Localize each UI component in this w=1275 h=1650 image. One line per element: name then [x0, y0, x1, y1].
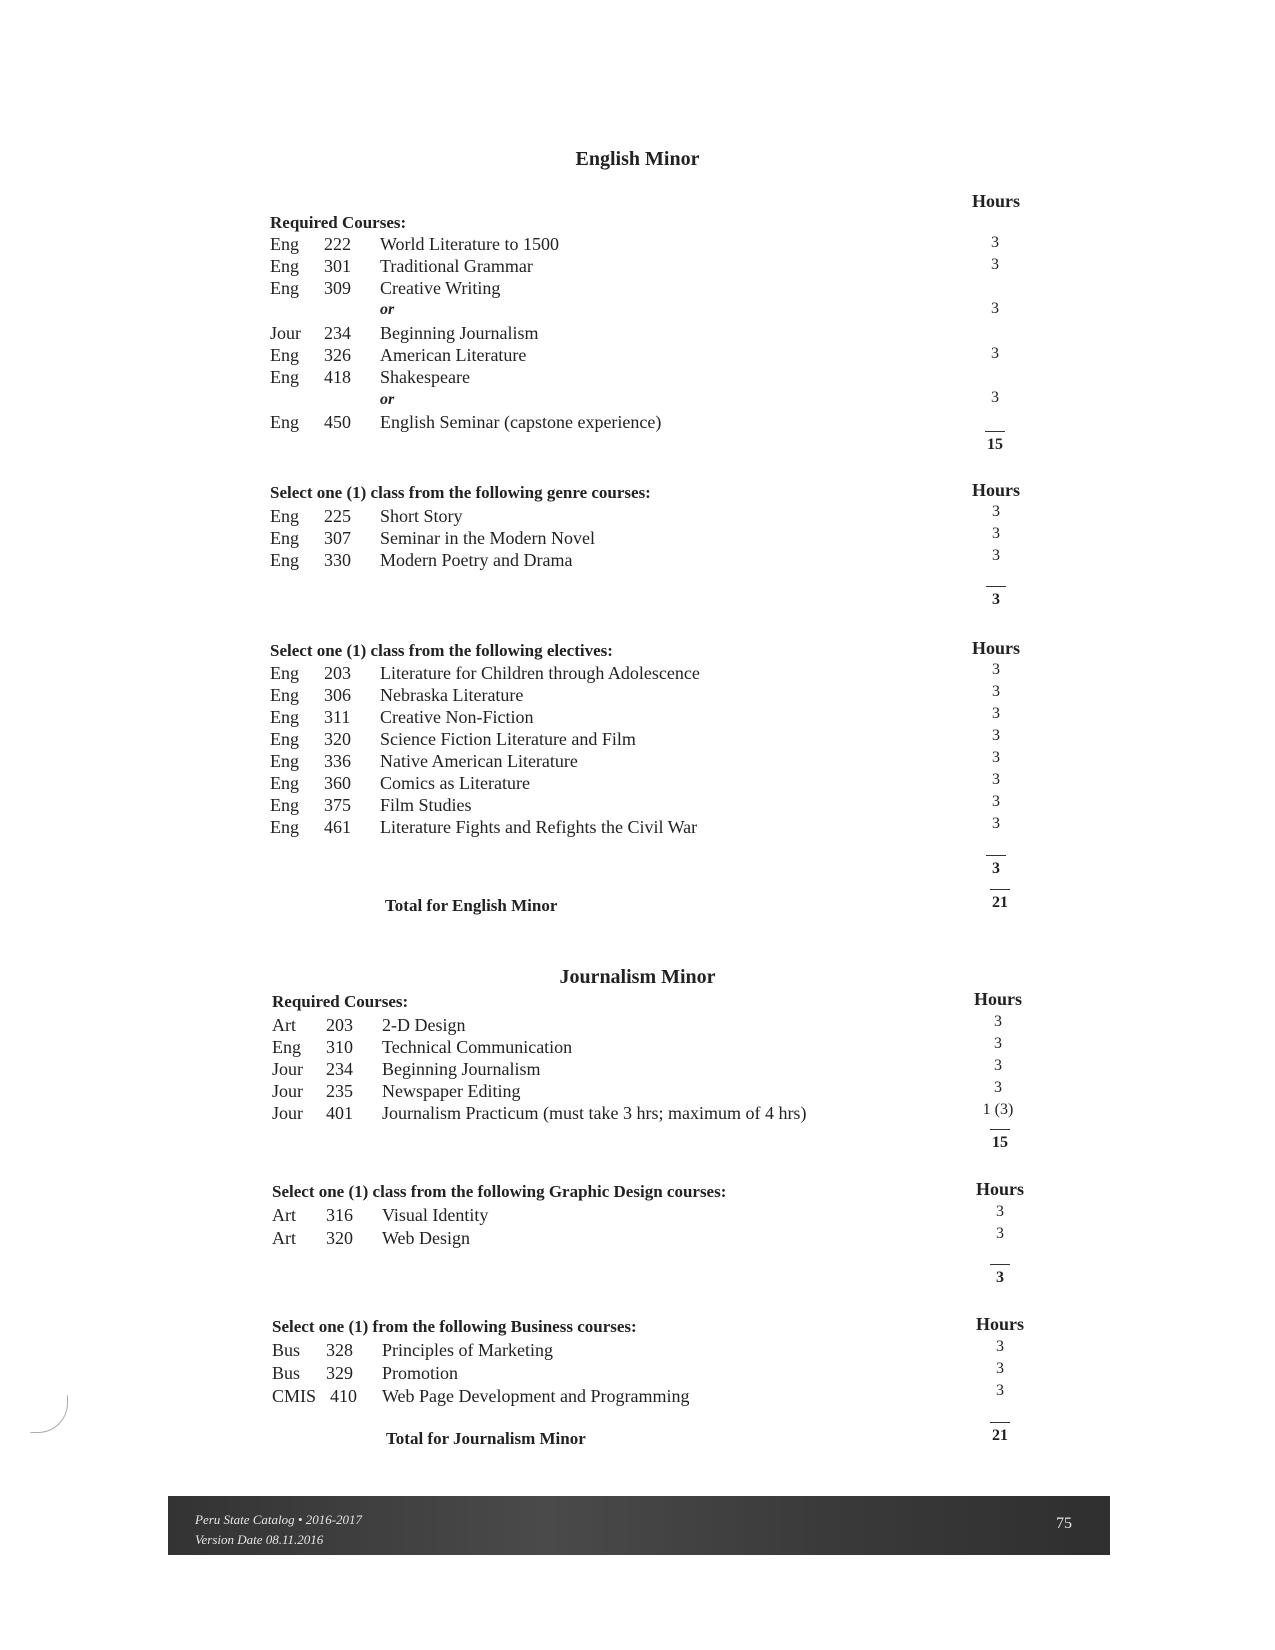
course-name: Nebraska Literature: [380, 685, 524, 705]
course-dept: Eng: [270, 345, 299, 365]
course-name: Science Fiction Literature and Film: [380, 729, 636, 749]
course-number: 320: [324, 729, 351, 749]
course-name: American Literature: [380, 345, 527, 365]
course-dept: Jour: [272, 1103, 303, 1123]
or-label: or: [380, 301, 395, 318]
course-dept: Jour: [270, 323, 301, 343]
course-dept: Eng: [270, 685, 299, 705]
course-number: 316: [326, 1205, 353, 1225]
course-hours: 3: [994, 1057, 1002, 1074]
course-name: Film Studies: [380, 795, 472, 815]
course-hours: 3: [994, 1035, 1002, 1052]
course-dept: Eng: [270, 234, 299, 254]
journalism-required-hours-label: Hours: [973, 989, 1022, 1009]
course-dept: Jour: [272, 1081, 303, 1101]
course-name: Traditional Grammar: [380, 256, 533, 276]
course-dept: Eng: [270, 412, 299, 432]
course-hours: 3: [991, 389, 999, 406]
english-required-heading: Required Courses:: [270, 213, 407, 232]
journalism-graphic-heading: Select one (1) class from the following Graphic Design courses:: [272, 1182, 727, 1201]
course-number: 222: [324, 234, 351, 254]
footer-catalog: Peru State Catalog • 2016-2017: [195, 1512, 363, 1527]
course-name: English Seminar (capstone experience): [380, 412, 662, 432]
course-number: 310: [326, 1037, 353, 1057]
course-dept: Eng: [272, 1037, 301, 1057]
course-hours: 3: [992, 727, 1000, 744]
course-hours: 3: [991, 300, 999, 317]
course-number: 234: [324, 323, 351, 343]
course-hours: 3: [992, 547, 1000, 564]
english-electives-heading: Select one (1) class from the following electives:: [270, 641, 613, 660]
course-number: 225: [324, 506, 351, 526]
course-number: 410: [330, 1386, 357, 1406]
course-dept: Eng: [270, 707, 299, 727]
course-hours: 3: [994, 1079, 1002, 1096]
course-hours: 3: [991, 256, 999, 273]
course-hours: 3: [992, 683, 1000, 700]
course-hours: 1 (3): [982, 1101, 1014, 1118]
course-hours: 3: [992, 503, 1000, 520]
course-name: Comics as Literature: [380, 773, 530, 793]
journalism-grand-total-label: Total for Journalism Minor: [386, 1429, 586, 1448]
course-dept: Eng: [270, 729, 299, 749]
course-name: Newspaper Editing: [382, 1081, 521, 1101]
course-dept: Eng: [270, 773, 299, 793]
english-required-total: 15: [965, 436, 1025, 454]
page-footer: [168, 1496, 1110, 1555]
english-grand-total: 21: [970, 894, 1030, 912]
english-required-hours-label: Hours: [971, 191, 1020, 211]
course-number: 307: [324, 528, 351, 548]
course-dept: Eng: [270, 550, 299, 570]
course-number: 234: [326, 1059, 353, 1079]
course-number: 301: [324, 256, 351, 276]
course-hours: 3: [992, 705, 1000, 722]
course-hours: 3: [991, 345, 999, 362]
course-name: Principles of Marketing: [382, 1340, 553, 1360]
journalism-grand-total: 21: [970, 1427, 1030, 1445]
course-dept: Eng: [270, 506, 299, 526]
course-name: Technical Communication: [382, 1037, 573, 1057]
course-hours: 3: [996, 1203, 1004, 1220]
course-number: 461: [324, 817, 351, 837]
footer-version: Version Date 08.11.2016: [195, 1532, 324, 1547]
course-hours: 3: [996, 1338, 1004, 1355]
course-hours: 3: [992, 771, 1000, 788]
course-dept: Eng: [270, 751, 299, 771]
course-number: 375: [324, 795, 351, 815]
course-hours: 3: [992, 793, 1000, 810]
course-name: Promotion: [382, 1363, 459, 1383]
course-name: Seminar in the Modern Novel: [380, 528, 595, 548]
course-dept: Bus: [272, 1340, 301, 1360]
course-number: 326: [324, 345, 351, 365]
course-number: 329: [326, 1363, 353, 1383]
course-hours: 3: [992, 525, 1000, 542]
course-name: 2-D Design: [382, 1015, 466, 1035]
course-name: Web Design: [382, 1228, 471, 1248]
course-number: 450: [324, 412, 351, 432]
course-dept: Eng: [270, 528, 299, 548]
course-dept: Eng: [270, 663, 299, 683]
english-electives-total: 3: [966, 860, 1026, 878]
course-dept: Art: [272, 1015, 296, 1035]
course-hours: 3: [992, 749, 1000, 766]
course-dept: Jour: [272, 1059, 303, 1079]
course-name: Creative Writing: [380, 278, 501, 298]
course-number: 311: [324, 707, 351, 727]
course-dept: Eng: [270, 256, 299, 276]
course-number: 320: [326, 1228, 353, 1248]
course-number: 330: [324, 550, 351, 570]
journalism-business-hours-label: Hours: [975, 1314, 1024, 1334]
course-hours: 3: [992, 815, 1000, 832]
course-hours: 3: [991, 234, 999, 251]
course-hours: 3: [996, 1225, 1004, 1242]
course-number: 203: [324, 663, 351, 683]
course-name: Journalism Practicum (must take 3 hrs; maximum of 4 hrs): [382, 1103, 807, 1123]
course-number: 336: [324, 751, 351, 771]
course-name: Literature for Children through Adolescence: [380, 663, 700, 683]
journalism-required-heading: Required Courses:: [272, 992, 409, 1011]
course-hours: 3: [996, 1360, 1004, 1377]
english-genre-hours-label: Hours: [971, 480, 1020, 500]
course-name: World Literature to 1500: [380, 234, 559, 254]
course-name: Beginning Journalism: [382, 1059, 541, 1079]
journalism-graphic-total: 3: [970, 1269, 1030, 1287]
journalism-required-total: 15: [970, 1134, 1030, 1152]
course-name: Literature Fights and Refights the Civil War: [380, 817, 698, 837]
course-number: 306: [324, 685, 351, 705]
course-number: 309: [324, 278, 351, 298]
course-number: 418: [324, 367, 351, 387]
course-number: 401: [326, 1103, 353, 1123]
journalism-business-heading: Select one (1) from the following Business courses:: [272, 1317, 637, 1336]
english-grand-total-label: Total for English Minor: [385, 896, 558, 915]
course-name: Modern Poetry and Drama: [380, 550, 573, 570]
course-dept: Art: [272, 1228, 296, 1248]
course-dept: Eng: [270, 817, 299, 837]
course-name: Shakespeare: [380, 367, 470, 387]
course-name: Visual Identity: [382, 1205, 489, 1225]
course-dept: Bus: [272, 1363, 301, 1383]
course-number: 360: [324, 773, 351, 793]
english-genre-total: 3: [966, 591, 1026, 609]
course-hours: 3: [996, 1382, 1004, 1399]
course-dept: Eng: [270, 367, 299, 387]
course-name: Native American Literature: [380, 751, 578, 771]
course-dept: Art: [272, 1205, 296, 1225]
journalism-graphic-hours-label: Hours: [975, 1179, 1024, 1199]
course-dept: Eng: [270, 795, 299, 815]
english-genre-heading: Select one (1) class from the following genre courses:: [270, 483, 651, 502]
english-electives-hours-label: Hours: [971, 638, 1020, 658]
course-name: Creative Non-Fiction: [380, 707, 534, 727]
course-name: Web Page Development and Programming: [382, 1386, 690, 1406]
course-number: 235: [326, 1081, 353, 1101]
course-hours: 3: [994, 1013, 1002, 1030]
english-minor-title: English Minor: [575, 148, 700, 170]
course-number: 328: [326, 1340, 353, 1360]
course-dept: CMIS: [272, 1386, 317, 1406]
course-name: Short Story: [380, 506, 463, 526]
course-name: Beginning Journalism: [380, 323, 539, 343]
or-label: or: [380, 391, 395, 408]
course-number: 203: [326, 1015, 353, 1035]
margin-mark: [30, 1395, 68, 1433]
course-dept: Eng: [270, 278, 299, 298]
journalism-minor-title: Journalism Minor: [559, 966, 716, 988]
course-hours: 3: [992, 661, 1000, 678]
page-number: 75: [1056, 1515, 1072, 1532]
